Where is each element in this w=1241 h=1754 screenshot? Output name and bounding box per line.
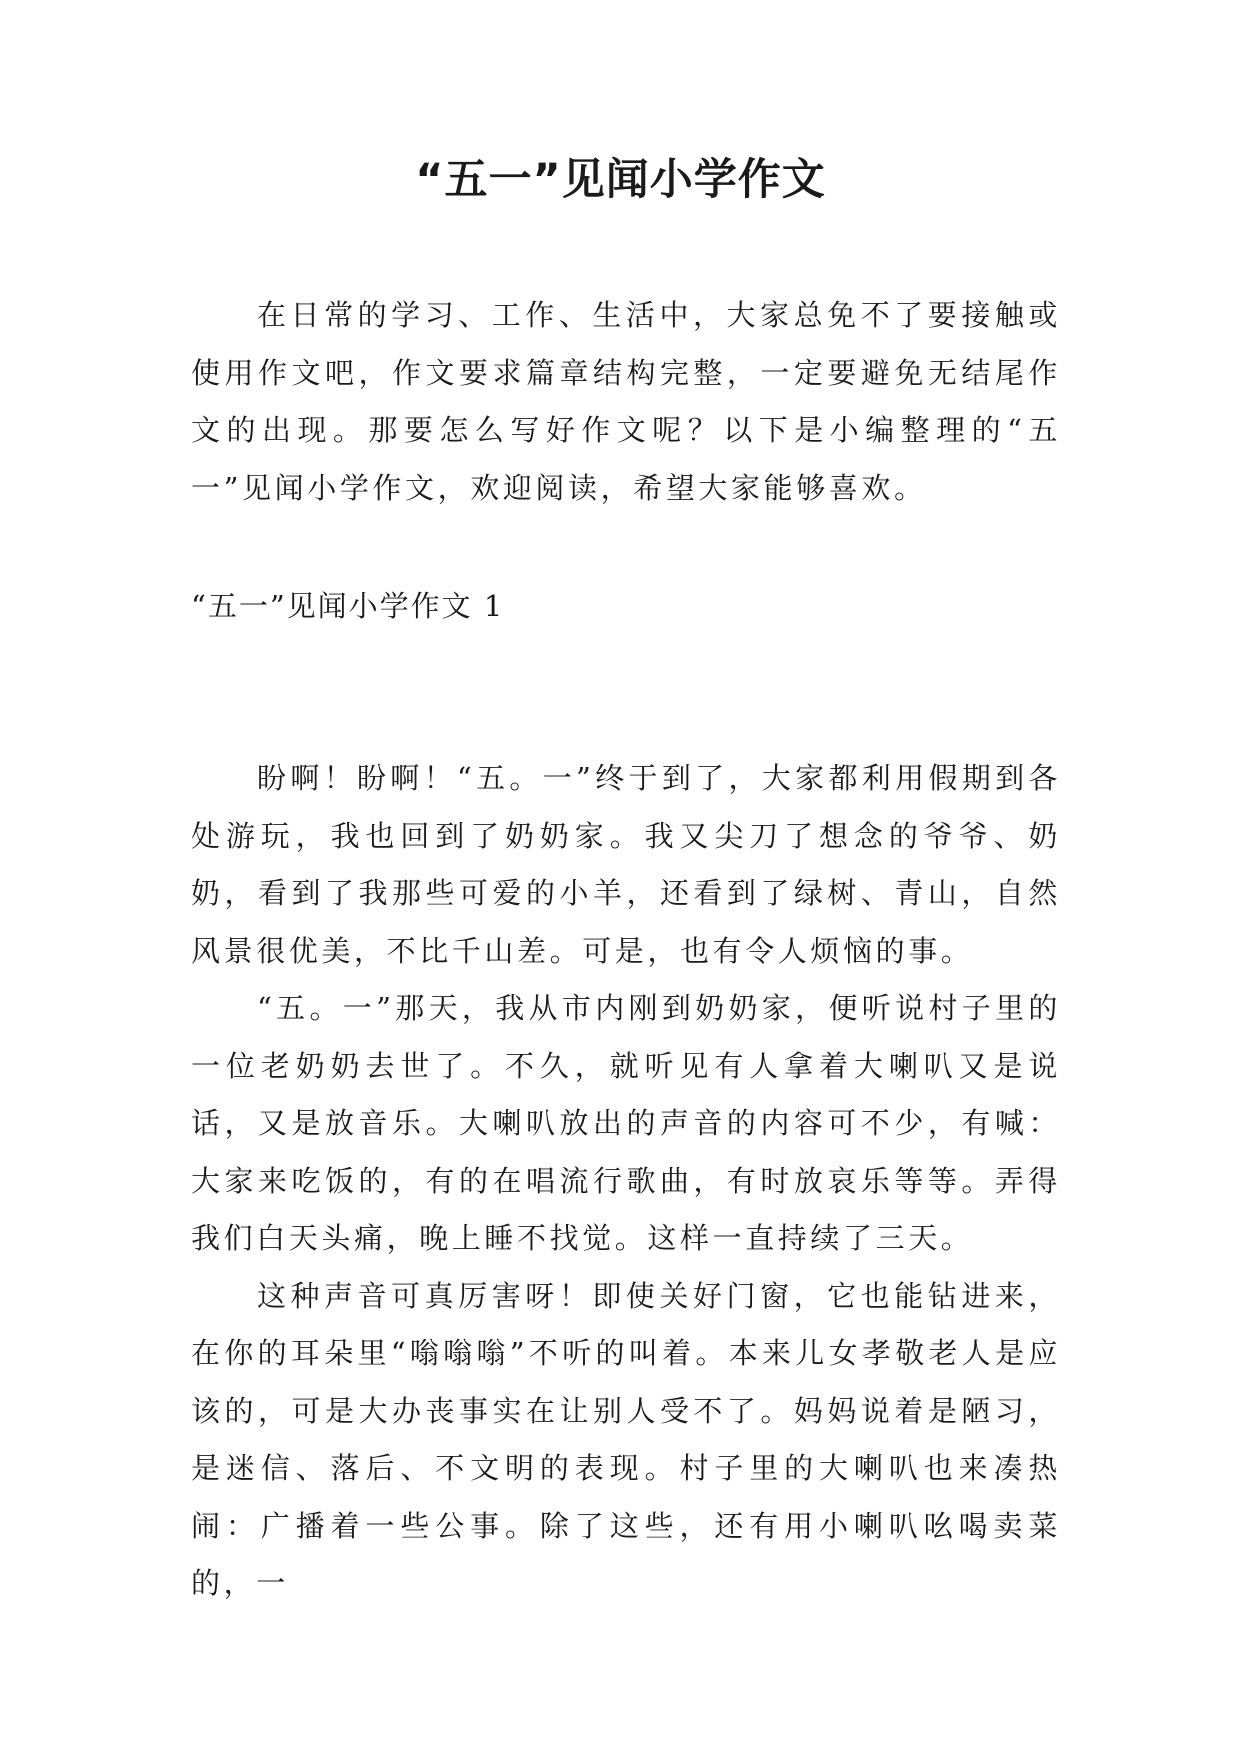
document-title: “五一”见闻小学作文	[415, 155, 826, 205]
essay-body	[191, 750, 1061, 1613]
intro-paragraph: 在日常的学习、工作、生活中，大家总免不了要接触或使用作文吧，作文要求篇章结构完整，一定要避免无结尾作文的出现。那要怎么写好作文呢？以下是小编整理的“五一”见闻小学作文，欢迎阅读，希望大家能够喜欢。	[191, 298, 1061, 505]
essay-paragraph-2: “五。一”那天，我从市内刚到奶奶家，便听说村子里的一位老奶奶去世了。不久，就听见有人拿着大喇叭又是说话，又是放音乐。大喇叭放出的声音的内容可不少，有喊：大家来吃饭的，有的在唱流行歌曲，有时放哀乐等等。弄得我们白天头痛，晚上睡不找觉。这样一直持续了三天。	[191, 991, 1061, 1255]
essay-paragraph-1: 盼啊！盼啊！“五。一”终于到了，大家都利用假期到各处游玩，我也回到了奶奶家。我又尖刀了想念的爷爷、奶奶，看到了我那些可爱的小羊，还看到了绿树、青山，自然风景很优美，不比千山差。可是，也有令人烦恼的事。	[191, 761, 1061, 968]
intro-section	[191, 287, 1061, 517]
section-heading: “五一”见闻小学作文 1	[191, 589, 505, 623]
essay-paragraph-3: 这种声音可真厉害呀！即使关好门窗，它也能钻进来，在你的耳朵里“嗡嗡嗡”不听的叫着。本来儿女孝敬老人是应该的，可是大办丧事实在让别人受不了。妈妈说着是陋习，是迷信、落后、不文明的表现。村子里的大喇叭也来凑热闹：广播着一些公事。除了这些，还有用小喇叭吆喝卖菜的，一	[191, 1278, 1061, 1600]
